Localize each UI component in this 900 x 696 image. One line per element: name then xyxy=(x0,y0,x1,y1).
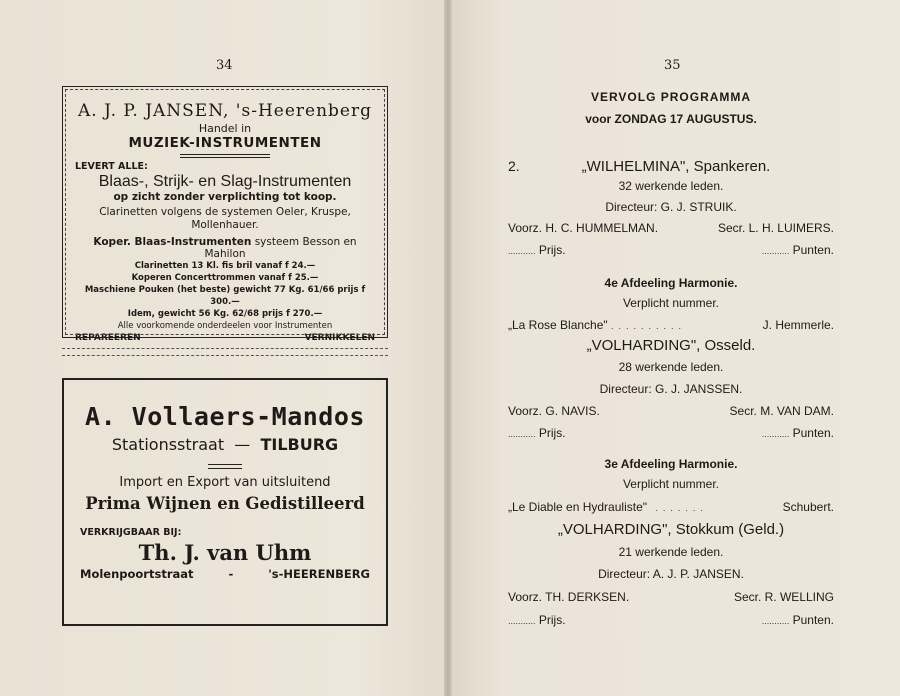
dotted-blank: ........... xyxy=(761,616,790,626)
piece-title: „La Rose Blanche" xyxy=(508,318,608,332)
entry-3-scoring xyxy=(508,613,834,627)
parts-line: Alle voorkomende onderdeelen voor Instrumenten xyxy=(117,321,333,331)
entry-1-header xyxy=(508,158,834,175)
points-label: Punten. xyxy=(792,426,834,440)
ad-jansen-koper xyxy=(75,236,375,260)
price-line-1: Clarinetten 13 Kl. fis bril vanaf f 24.— xyxy=(134,261,316,271)
secretary: Secr. L. H. LUIMERS. xyxy=(717,221,834,235)
section-4e-piece-row xyxy=(508,318,834,332)
chair: Voorz. TH. DERKSEN. xyxy=(508,590,630,604)
dealer-name: Th. J. van Uhm xyxy=(138,540,312,565)
section-3e-title: 3e Afdeeling Harmonie. xyxy=(604,457,738,471)
left-page xyxy=(0,0,448,696)
price-line-4: Idem, gewicht 56 Kg. 62/68 prijs f 270.— xyxy=(127,309,323,319)
koper-bold: Koper. Blaas-Instrumenten xyxy=(93,236,252,248)
chair: Voorz. H. C. HUMMELMAN. xyxy=(508,221,659,235)
entry-2-members: 28 werkende leden. xyxy=(618,360,724,374)
entry-2-director: Directeur: G. J. JANSSEN. xyxy=(599,382,743,396)
dotted-blank: ........... xyxy=(761,429,790,439)
double-rule xyxy=(180,154,270,158)
entry-1-scoring xyxy=(508,243,834,257)
prize-label: Prijs. xyxy=(538,243,566,257)
entry-number: 2. xyxy=(508,158,520,174)
entry-3-director: Directeur: A. J. P. JANSEN. xyxy=(598,567,744,581)
page-number-right: 35 xyxy=(664,58,681,73)
entry-1-members: 32 werkende leden. xyxy=(618,179,724,193)
section-3e-piece-row xyxy=(508,500,834,514)
society-name: „WILHELMINA", Spankeren. xyxy=(581,158,771,175)
ad-jansen xyxy=(62,86,388,343)
dotted-blank: ........... xyxy=(508,246,536,256)
ad-jansen-zicht: op zicht zonder verplichting tot koop. xyxy=(113,191,337,203)
price-line-3: Maschiene Pouken (het beste) gewicht 77 Kg. 61/66 prijs f 300.— xyxy=(84,285,366,307)
points-label: Punten. xyxy=(792,243,834,257)
entry-1-officers xyxy=(508,221,834,235)
dotted-blank: ........... xyxy=(761,246,790,256)
ad-vollaers-title: A. Vollaers-Mandos xyxy=(85,402,365,431)
entry-1-director: Directeur: G. J. STRUIK. xyxy=(605,200,737,214)
prima-line: Prima Wijnen en Gedistilleerd xyxy=(85,494,365,513)
koper-rest: systeem Besson en Mahilon xyxy=(204,236,357,260)
double-rule-2 xyxy=(208,464,242,469)
prize-label: Prijs. xyxy=(538,426,566,440)
dealer-street: Molenpoortstraat xyxy=(80,567,194,581)
section-3e-required: Verplicht nummer. xyxy=(622,477,720,491)
dealer-city: 's-HEERENBERG xyxy=(268,567,370,581)
ad-vollaers-address xyxy=(76,435,374,454)
dotted-blank: ........... xyxy=(508,429,536,439)
program-heading: VERVOLG PROGRAMMA xyxy=(590,90,752,104)
repair-label: REPAREEREN xyxy=(75,333,141,343)
page-number-left: 34 xyxy=(216,58,233,73)
section-4e-required: Verplicht nummer. xyxy=(622,296,720,310)
address-dash: — xyxy=(234,435,251,454)
nickel-label: VERNIKKELEN xyxy=(304,333,375,343)
entry-3-members: 21 werkende leden. xyxy=(618,545,724,559)
leader-dots: . . . . . . . . . . xyxy=(611,321,682,331)
piece-title: „Le Diable en Hydrauliste" xyxy=(508,500,647,514)
ad-jansen-heading: MUZIEK-INSTRUMENTEN xyxy=(128,135,322,151)
composer: J. Hemmerle. xyxy=(762,318,834,332)
book-gutter xyxy=(444,0,452,696)
clarinet-line-1: Clarinetten volgens de systemen Oeler, Kruspe, xyxy=(99,206,351,218)
ad-jansen-services xyxy=(75,333,375,343)
prize-label: Prijs. xyxy=(538,613,566,627)
points-label: Punten. xyxy=(792,613,834,627)
import-line: Import en Export van uitsluitend xyxy=(119,475,331,490)
dotted-blank: ........... xyxy=(508,616,536,626)
clarinet-line-2: Mollenhauer. xyxy=(191,219,259,231)
chair: Voorz. G. NAVIS. xyxy=(508,404,600,418)
leader-dots: . . . . . . . xyxy=(650,503,703,513)
section-4e-title: 4e Afdeeling Harmonie. xyxy=(604,276,738,290)
ad-jansen-instruments: Blaas-, Strijk- en Slag-Instrumenten xyxy=(98,173,352,190)
verkrijgbaar-label: VERKRIJGBAAR BIJ: xyxy=(80,527,182,538)
secretary: Secr. M. VAN DAM. xyxy=(729,404,834,418)
ad-jansen-subtitle: Handel in xyxy=(198,122,252,135)
entry-2-scoring xyxy=(508,426,834,440)
ornamental-divider xyxy=(62,348,388,356)
ad-vollaers xyxy=(62,378,388,626)
entry-2-officers xyxy=(508,404,834,418)
secretary: Secr. R. WELLING xyxy=(733,590,834,604)
program-subheading: voor ZONDAG 17 AUGUSTUS. xyxy=(585,112,757,126)
dealer-address xyxy=(76,567,374,581)
ad-jansen-clarinets xyxy=(75,206,375,232)
dealer-dash: - xyxy=(228,567,234,581)
ad-jansen-levert: LEVERT ALLE: xyxy=(75,161,148,172)
entry-2-society: „VOLHARDING", Osseld. xyxy=(586,337,756,354)
ad-jansen-title: A. J. P. JANSEN, 's-Heerenberg xyxy=(78,101,372,121)
city: TILBURG xyxy=(260,435,339,454)
entry-3-society: „VOLHARDING", Stokkum (Geld.) xyxy=(557,521,785,538)
entry-3-officers xyxy=(508,590,834,604)
street: Stationsstraat xyxy=(111,435,225,454)
price-line-2: Koperen Concerttrommen vanaf f 25.— xyxy=(131,273,319,283)
composer: Schubert. xyxy=(782,500,834,514)
